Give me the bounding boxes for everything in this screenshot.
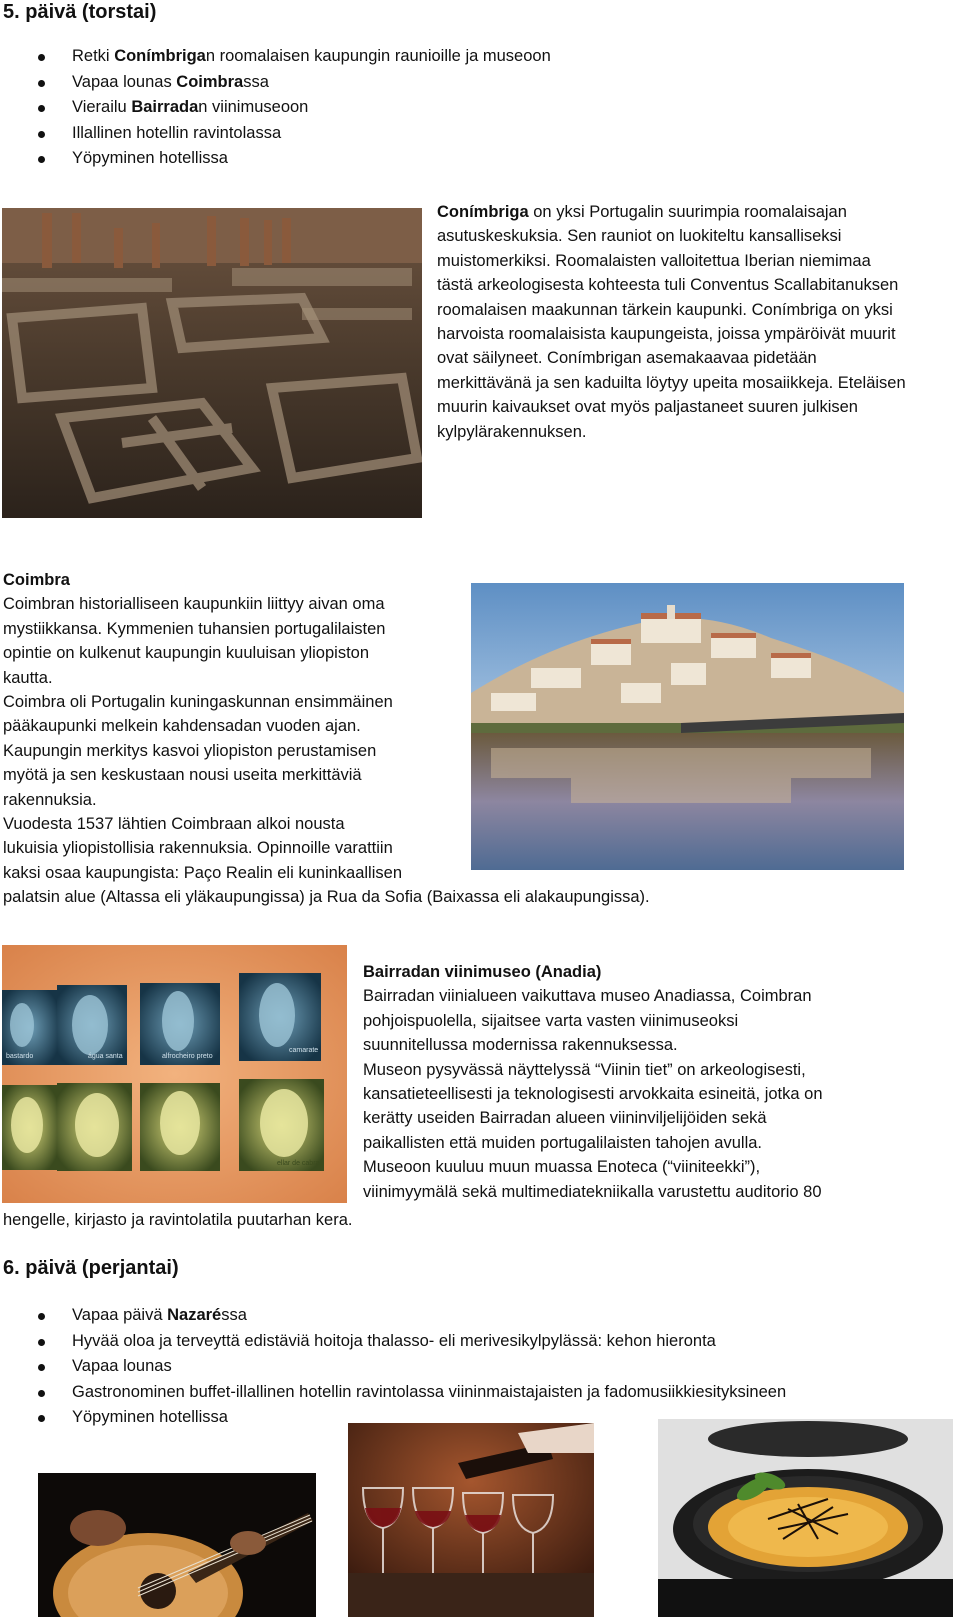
wine-glasses-photo <box>348 1423 594 1617</box>
museum-line: kerätty useiden Bairradan alueen viininviljelijöiden sekä <box>363 1109 767 1128</box>
day6-heading: 6. päivä (perjantai) <box>3 1257 179 1279</box>
list-item: Vierailu Bairradan viinimuseoon <box>0 95 700 121</box>
coimbra-line: Vuodesta 1537 lähtien Coimbraan alkoi nousta <box>3 815 345 834</box>
list-item: Vapaa lounas Coimbrassa <box>0 70 700 96</box>
day6-list <box>0 1303 960 1431</box>
tile-label: alfrocheiro preto <box>162 1053 213 1060</box>
museum-line: Bairradan viinialueen vaikuttava museo Anadiassa, Coimbran <box>363 987 812 1006</box>
list-item: Vapaa lounas <box>0 1354 960 1380</box>
coimbra-line: lukuisia yliopistollisia rakennuksia. Opinnoille varattiin <box>3 839 393 858</box>
museum-line: viinimyymälä sekä multimediatekniikalla varustettu auditorio 80 <box>363 1182 822 1201</box>
museum-line: paikallisten että muiden portugalilaisten tahojen avulla. <box>363 1133 763 1152</box>
day5-list <box>0 44 700 172</box>
coimbra-line: Kaupungin merkitys kasvoi yliopiston perustamisen <box>3 741 377 760</box>
tile-label: camarate <box>289 1047 319 1054</box>
wine-museum-photo <box>2 945 347 1203</box>
wine-museum-section <box>363 960 943 1204</box>
conimbriga-ruins-photo <box>2 208 422 518</box>
museum-line: pohjoispuolella, sijaitsee varta vasten viinimuseoksi <box>363 1011 739 1030</box>
soup-dish-photo <box>658 1419 953 1617</box>
wine-museum-title: Bairradan viinimuseo (Anadia) <box>363 963 602 981</box>
tile-label: água santa <box>88 1053 123 1060</box>
list-item: Yöpyminen hotellissa <box>0 146 700 172</box>
conimbriga-description: Conímbriga on yksi Portugalin suurimpia roomalaisajan asutuskeskuksia. Sen rauniot on luokiteltu kansalliseksi muistomerkiksi. Roomalaisten valloitettua Iberian niemimaa tästä arkeologisesta kohteesta tuli Conventus Scallabitanuksen roomalaisen maakunnan tärkein kaupunki. Conímbriga on yksi harvoista roomalaisista kaupungeista, joissa ympäröivät muurit ovat säilyneet. Conímbrigan asemakaavaa pidetään merkittävänä ja sen kaduilta löytyy upeita mosaiikkeja. Eteläisen muurin kaivaukset ovat myös paljastaneet suuren julkisen kylpylärakennuksen. <box>437 203 906 441</box>
guitar-photo <box>38 1473 316 1617</box>
tile-label: bastardo <box>6 1053 34 1060</box>
coimbra-line: pääkaupunki melkein kahdensadan vuoden ajan. <box>3 717 361 736</box>
coimbra-title: Coimbra <box>3 571 70 589</box>
museum-last-line: hengelle, kirjasto ja ravintolatila puutarhan kera. <box>3 1211 353 1229</box>
coimbra-city-photo <box>471 583 904 870</box>
coimbra-line: Coimbran historialliseen kaupunkiin liittyy aivan oma <box>3 595 385 614</box>
coimbra-line: opintie on kulkenut kaupungin kuuluisan yliopiston <box>3 644 370 663</box>
coimbra-line: rakennuksia. <box>3 790 97 809</box>
coimbra-line: kaksi osaa kaupungista: Paço Realin eli kuninkaallisen <box>3 863 402 882</box>
coimbra-line: Coimbra oli Portugalin kuningaskunnan ensimmäinen <box>3 693 393 712</box>
coimbra-line: kautta. <box>3 668 53 687</box>
list-item: Hyvää oloa ja terveyttä edistäviä hoitoja thalasso- eli merivesikylpylässä: kehon hieronta <box>0 1329 960 1355</box>
coimbra-line: palatsin alue (Altassa eli yläkaupungissa) ja Rua da Sofia (Baixassa eli alakaupungissa). <box>3 888 650 907</box>
coimbra-line: myötä ja sen keskustaan nousi useita merkittäviä <box>3 766 362 785</box>
list-item: Vapaa päivä Nazaréssa <box>0 1303 960 1329</box>
day5-heading: 5. päivä (torstai) <box>3 1 157 23</box>
list-item: Retki Conímbrigan roomalaisen kaupungin raunioille ja museoon <box>0 44 700 70</box>
list-item: Illallinen hotellin ravintolassa <box>0 121 700 147</box>
museum-line: kansatieteellisesti ja teknologisesti arvokkaita esineitä, jotka on <box>363 1085 823 1104</box>
list-item: Yöpyminen hotellissa <box>0 1405 960 1431</box>
museum-line: Museoon kuuluu muun muassa Enoteca (“viiniteekki”), <box>363 1158 761 1177</box>
tile-label: ellar de cabra <box>277 1160 320 1167</box>
coimbra-line: mystiikkansa. Kymmenien tuhansien portugalilaisten <box>3 619 386 638</box>
museum-line: Museon pysyvässä näyttelyssä “Viinin tiet” on arkeologisesti, <box>363 1060 806 1079</box>
museum-line: suunnitellussa modernissa rakennuksessa. <box>363 1036 678 1055</box>
list-item: Gastronominen buffet-illallinen hotellin ravintolassa viininmaistajaisten ja fadomusiikkiesityksineen <box>0 1380 960 1406</box>
